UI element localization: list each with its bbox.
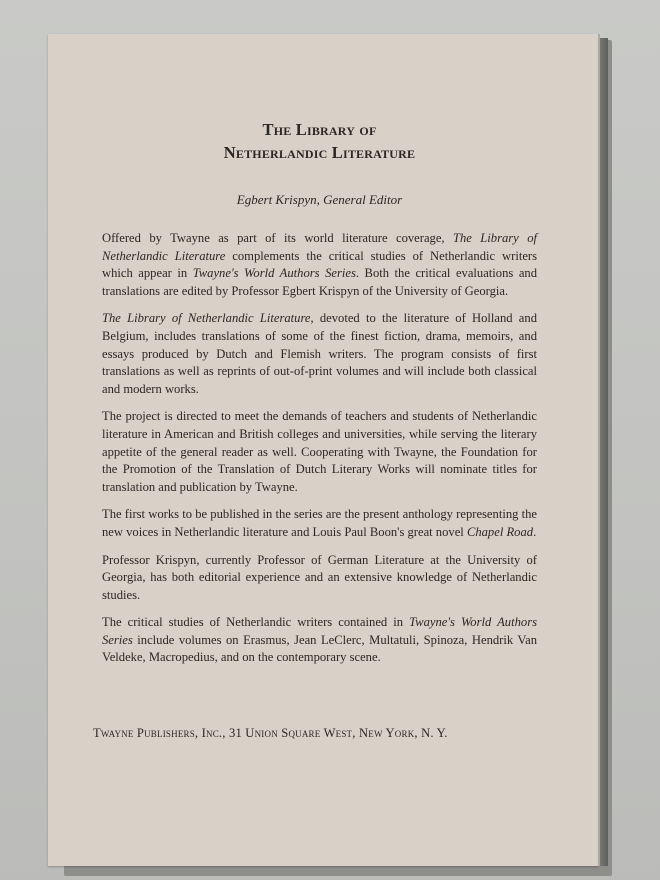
paragraph-3: The project is directed to meet the demands of teachers and students of Netherlandic literature in American and British colleges and universities, while serving the literary appetite of the general reader as well. Cooperating with Twayne, the Foundation for the Promotion of the Translation of Dutch Literary Works will nominate titles for translation and publication by Twayne. xyxy=(102,409,537,494)
blurb xyxy=(102,230,537,667)
paragraph-6: The critical studies of Netherlandic writers contained in Twayne's World Authors Series include volumes on Erasmus, Jean LeClerc, Multatuli, Spinoza, Hendrik Van Veldeke, Macropedius, and on the contemporary scene. xyxy=(102,615,537,665)
paragraph-5: Professor Krispyn, currently Professor of German Literature at the University of Georgia, has both editorial experience and an extensive knowledge of Netherlandic studies. xyxy=(102,552,537,602)
series-title-line-2: Netherlandic Literature xyxy=(223,143,416,162)
general-editor: Egbert Krispyn, General Editor xyxy=(236,192,403,207)
paragraph-1: Offered by Twayne as part of its world literature coverage, The Library of Netherlandic Literature complements the critical studies of Netherlandic writers which appear in Twayne's World Authors Series. Both the critical evaluations and translations are edited by Professor Egbert Krispyn of the University of Georgia. xyxy=(102,231,538,298)
cover-text xyxy=(102,118,537,677)
series-title-line-1: The Library of xyxy=(262,120,377,139)
paragraph-2: The Library of Netherlandic Literature, devoted to the literature of Holland and Belgium, includes translations of some of the finest fiction, drama, memoirs, and essays produced by Dutch and Flemish writers. The program consists of first translations as well as reprints of out-of-print volumes and will include both classical and modern works. xyxy=(102,311,537,396)
series-title xyxy=(102,118,537,164)
paragraph-4: The first works to be published in the series are the present anthology representing the new voices in Netherlandic literature and Louis Paul Boon's great novel Chapel Road. xyxy=(102,507,537,539)
publisher-imprint: Twayne Publishers, Inc., 31 Union Square West, New York, N. Y. xyxy=(93,726,448,740)
book-spine-edge xyxy=(598,38,608,866)
